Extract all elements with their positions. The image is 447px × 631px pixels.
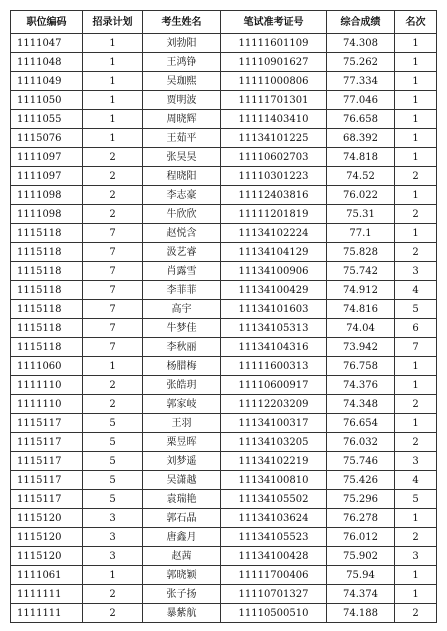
candidate-name-cell: 李志豪 (143, 186, 221, 205)
exam-ticket-cell: 11134100810 (221, 471, 327, 490)
rank-cell: 2 (395, 167, 437, 186)
exam-ticket-cell: 11134100906 (221, 262, 327, 281)
position-code-cell: 1111111 (11, 585, 83, 604)
rank-cell: 1 (395, 53, 437, 72)
position-code-cell: 1111098 (11, 205, 83, 224)
table-row (11, 395, 437, 414)
candidate-name-cell: 牛欣欣 (143, 205, 221, 224)
rank-cell: 1 (395, 148, 437, 167)
recruit-plan-cell: 1 (83, 91, 143, 110)
recruit-plan-cell: 3 (83, 509, 143, 528)
position-code-cell: 1115117 (11, 433, 83, 452)
rank-cell: 7 (395, 338, 437, 357)
candidate-name-cell: 赵悦含 (143, 224, 221, 243)
position-code-cell: 1115118 (11, 262, 83, 281)
position-code-cell: 1111098 (11, 186, 83, 205)
rank-cell: 5 (395, 490, 437, 509)
total-score-cell: 75.742 (327, 262, 395, 281)
total-score-cell: 75.94 (327, 566, 395, 585)
candidate-name-cell: 吴珈熙 (143, 72, 221, 91)
rank-cell: 1 (395, 357, 437, 376)
recruit-plan-cell: 3 (83, 547, 143, 566)
total-score-cell: 75.746 (327, 452, 395, 471)
candidate-name-cell: 李秋丽 (143, 338, 221, 357)
recruit-plan-cell: 1 (83, 110, 143, 129)
total-score-cell: 74.52 (327, 167, 395, 186)
results-table (10, 10, 437, 623)
rank-cell: 2 (395, 433, 437, 452)
total-score-cell: 76.278 (327, 509, 395, 528)
rank-cell: 1 (395, 585, 437, 604)
rank-cell: 3 (395, 452, 437, 471)
rank-cell: 4 (395, 281, 437, 300)
recruit-plan-cell: 2 (83, 167, 143, 186)
table-row (11, 281, 437, 300)
position-code-cell: 1115117 (11, 471, 83, 490)
candidate-name-cell: 肖露雪 (143, 262, 221, 281)
candidate-name-cell: 栗昱晖 (143, 433, 221, 452)
candidate-name-cell: 郭石晶 (143, 509, 221, 528)
rank-cell: 1 (395, 34, 437, 53)
header-rank: 名次 (395, 11, 437, 34)
rank-cell: 1 (395, 91, 437, 110)
table-row (11, 566, 437, 585)
position-code-cell: 1115120 (11, 547, 83, 566)
header-recruit-plan: 招录计划 (83, 11, 143, 34)
total-score-cell: 74.816 (327, 300, 395, 319)
table-row (11, 357, 437, 376)
candidate-name-cell: 郭家岐 (143, 395, 221, 414)
position-code-cell: 1111049 (11, 72, 83, 91)
recruit-plan-cell: 5 (83, 414, 143, 433)
total-score-cell: 75.828 (327, 243, 395, 262)
candidate-name-cell: 周晓辉 (143, 110, 221, 129)
position-code-cell: 1115118 (11, 319, 83, 338)
candidate-name-cell: 李菲菲 (143, 281, 221, 300)
table-row (11, 129, 437, 148)
table-body (11, 34, 437, 623)
total-score-cell: 76.758 (327, 357, 395, 376)
exam-ticket-cell: 11134103624 (221, 509, 327, 528)
table-row (11, 433, 437, 452)
exam-ticket-cell: 11134100429 (221, 281, 327, 300)
recruit-plan-cell: 1 (83, 129, 143, 148)
total-score-cell: 74.912 (327, 281, 395, 300)
header-total-score: 综合成绩 (327, 11, 395, 34)
table-row (11, 148, 437, 167)
rank-cell: 5 (395, 300, 437, 319)
rank-cell: 1 (395, 414, 437, 433)
exam-ticket-cell: 11134102219 (221, 452, 327, 471)
position-code-cell: 1111097 (11, 148, 83, 167)
position-code-cell: 1115117 (11, 490, 83, 509)
exam-ticket-cell: 11111403410 (221, 110, 327, 129)
table-row (11, 585, 437, 604)
position-code-cell: 1111097 (11, 167, 83, 186)
total-score-cell: 74.348 (327, 395, 395, 414)
candidate-name-cell: 唐鑫月 (143, 528, 221, 547)
rank-cell: 1 (395, 376, 437, 395)
position-code-cell: 1111047 (11, 34, 83, 53)
rank-cell: 1 (395, 224, 437, 243)
total-score-cell: 73.942 (327, 338, 395, 357)
exam-ticket-cell: 11111700406 (221, 566, 327, 585)
recruit-plan-cell: 3 (83, 528, 143, 547)
table-row (11, 471, 437, 490)
exam-ticket-cell: 11134105523 (221, 528, 327, 547)
rank-cell: 3 (395, 547, 437, 566)
total-score-cell: 75.262 (327, 53, 395, 72)
position-code-cell: 1115118 (11, 224, 83, 243)
exam-ticket-cell: 11134105313 (221, 319, 327, 338)
rank-cell: 2 (395, 395, 437, 414)
table-row (11, 167, 437, 186)
table-row (11, 205, 437, 224)
rank-cell: 1 (395, 72, 437, 91)
recruit-plan-cell: 7 (83, 243, 143, 262)
exam-ticket-cell: 11134101225 (221, 129, 327, 148)
total-score-cell: 75.296 (327, 490, 395, 509)
rank-cell: 2 (395, 528, 437, 547)
table-row (11, 243, 437, 262)
rank-cell: 3 (395, 262, 437, 281)
recruit-plan-cell: 5 (83, 452, 143, 471)
results-sheet (10, 10, 437, 623)
position-code-cell: 1111061 (11, 566, 83, 585)
table-row (11, 91, 437, 110)
candidate-name-cell: 张昊昊 (143, 148, 221, 167)
total-score-cell: 74.376 (327, 376, 395, 395)
table-row (11, 509, 437, 528)
recruit-plan-cell: 2 (83, 604, 143, 623)
table-row (11, 224, 437, 243)
total-score-cell: 74.04 (327, 319, 395, 338)
rank-cell: 1 (395, 110, 437, 129)
candidate-name-cell: 牛梦佳 (143, 319, 221, 338)
table-row (11, 110, 437, 129)
candidate-name-cell: 张子扬 (143, 585, 221, 604)
rank-cell: 1 (395, 129, 437, 148)
recruit-plan-cell: 7 (83, 262, 143, 281)
header-row (11, 11, 437, 34)
exam-ticket-cell: 11111000806 (221, 72, 327, 91)
exam-ticket-cell: 11134102224 (221, 224, 327, 243)
exam-ticket-cell: 11112403816 (221, 186, 327, 205)
rank-cell: 4 (395, 471, 437, 490)
position-code-cell: 1111110 (11, 395, 83, 414)
recruit-plan-cell: 2 (83, 395, 143, 414)
table-row (11, 262, 437, 281)
exam-ticket-cell: 11112203209 (221, 395, 327, 414)
position-code-cell: 1111048 (11, 53, 83, 72)
position-code-cell: 1115118 (11, 281, 83, 300)
position-code-cell: 1111060 (11, 357, 83, 376)
candidate-name-cell: 汲艺睿 (143, 243, 221, 262)
candidate-name-cell: 张皓玥 (143, 376, 221, 395)
table-row (11, 186, 437, 205)
exam-ticket-cell: 11110600917 (221, 376, 327, 395)
exam-ticket-cell: 11110500510 (221, 604, 327, 623)
recruit-plan-cell: 2 (83, 186, 143, 205)
exam-ticket-cell: 11111701301 (221, 91, 327, 110)
recruit-plan-cell: 1 (83, 72, 143, 91)
exam-ticket-cell: 11111201819 (221, 205, 327, 224)
recruit-plan-cell: 7 (83, 338, 143, 357)
total-score-cell: 74.188 (327, 604, 395, 623)
total-score-cell: 76.032 (327, 433, 395, 452)
total-score-cell: 76.658 (327, 110, 395, 129)
rank-cell: 1 (395, 186, 437, 205)
table-row (11, 319, 437, 338)
total-score-cell: 75.31 (327, 205, 395, 224)
table-row (11, 528, 437, 547)
recruit-plan-cell: 1 (83, 34, 143, 53)
recruit-plan-cell: 5 (83, 433, 143, 452)
position-code-cell: 1115076 (11, 129, 83, 148)
recruit-plan-cell: 5 (83, 490, 143, 509)
candidate-name-cell: 刘梦遥 (143, 452, 221, 471)
exam-ticket-cell: 11134100428 (221, 547, 327, 566)
position-code-cell: 1115120 (11, 509, 83, 528)
recruit-plan-cell: 7 (83, 281, 143, 300)
recruit-plan-cell: 1 (83, 566, 143, 585)
table-row (11, 414, 437, 433)
rank-cell: 2 (395, 243, 437, 262)
total-score-cell: 76.012 (327, 528, 395, 547)
recruit-plan-cell: 5 (83, 471, 143, 490)
candidate-name-cell: 赵茜 (143, 547, 221, 566)
exam-ticket-cell: 11110701327 (221, 585, 327, 604)
position-code-cell: 1111055 (11, 110, 83, 129)
header-candidate-name: 考生姓名 (143, 11, 221, 34)
table-row (11, 547, 437, 566)
recruit-plan-cell: 7 (83, 319, 143, 338)
rank-cell: 2 (395, 205, 437, 224)
total-score-cell: 74.818 (327, 148, 395, 167)
candidate-name-cell: 暴紫航 (143, 604, 221, 623)
total-score-cell: 74.308 (327, 34, 395, 53)
exam-ticket-cell: 11110901627 (221, 53, 327, 72)
candidate-name-cell: 高宇 (143, 300, 221, 319)
table-row (11, 72, 437, 91)
total-score-cell: 76.654 (327, 414, 395, 433)
recruit-plan-cell: 2 (83, 585, 143, 604)
candidate-name-cell: 贾明波 (143, 91, 221, 110)
rank-cell: 2 (395, 604, 437, 623)
exam-ticket-cell: 11110602703 (221, 148, 327, 167)
table-row (11, 604, 437, 623)
candidate-name-cell: 王羽 (143, 414, 221, 433)
exam-ticket-cell: 11111601109 (221, 34, 327, 53)
rank-cell: 6 (395, 319, 437, 338)
table-row (11, 376, 437, 395)
table-row (11, 34, 437, 53)
recruit-plan-cell: 1 (83, 53, 143, 72)
exam-ticket-cell: 11134101603 (221, 300, 327, 319)
position-code-cell: 1115117 (11, 452, 83, 471)
table-row (11, 338, 437, 357)
position-code-cell: 1115118 (11, 243, 83, 262)
recruit-plan-cell: 1 (83, 357, 143, 376)
position-code-cell: 1111050 (11, 91, 83, 110)
total-score-cell: 77.334 (327, 72, 395, 91)
recruit-plan-cell: 7 (83, 224, 143, 243)
candidate-name-cell: 吴潇越 (143, 471, 221, 490)
candidate-name-cell: 刘勃阳 (143, 34, 221, 53)
recruit-plan-cell: 2 (83, 148, 143, 167)
table-row (11, 53, 437, 72)
candidate-name-cell: 袁瑞艳 (143, 490, 221, 509)
exam-ticket-cell: 11110301223 (221, 167, 327, 186)
candidate-name-cell: 程晓阳 (143, 167, 221, 186)
candidate-name-cell: 王鸿铮 (143, 53, 221, 72)
candidate-name-cell: 杨腊梅 (143, 357, 221, 376)
rank-cell: 1 (395, 509, 437, 528)
recruit-plan-cell: 2 (83, 205, 143, 224)
position-code-cell: 1115118 (11, 338, 83, 357)
exam-ticket-cell: 11134104129 (221, 243, 327, 262)
total-score-cell: 68.392 (327, 129, 395, 148)
exam-ticket-cell: 11134104316 (221, 338, 327, 357)
position-code-cell: 1115118 (11, 300, 83, 319)
recruit-plan-cell: 7 (83, 300, 143, 319)
total-score-cell: 74.374 (327, 585, 395, 604)
header-position-code: 职位编码 (11, 11, 83, 34)
total-score-cell: 77.046 (327, 91, 395, 110)
table-row (11, 300, 437, 319)
total-score-cell: 77.1 (327, 224, 395, 243)
total-score-cell: 75.426 (327, 471, 395, 490)
total-score-cell: 75.902 (327, 547, 395, 566)
candidate-name-cell: 王茹平 (143, 129, 221, 148)
position-code-cell: 1115117 (11, 414, 83, 433)
position-code-cell: 1111111 (11, 604, 83, 623)
rank-cell: 1 (395, 566, 437, 585)
exam-ticket-cell: 11134100317 (221, 414, 327, 433)
candidate-name-cell: 郭晓颖 (143, 566, 221, 585)
exam-ticket-cell: 11111600313 (221, 357, 327, 376)
table-row (11, 452, 437, 471)
total-score-cell: 76.022 (327, 186, 395, 205)
table-row (11, 490, 437, 509)
exam-ticket-cell: 11134103205 (221, 433, 327, 452)
header-exam-ticket: 笔试准考证号 (221, 11, 327, 34)
position-code-cell: 1115120 (11, 528, 83, 547)
recruit-plan-cell: 2 (83, 376, 143, 395)
position-code-cell: 1111110 (11, 376, 83, 395)
exam-ticket-cell: 11134105502 (221, 490, 327, 509)
